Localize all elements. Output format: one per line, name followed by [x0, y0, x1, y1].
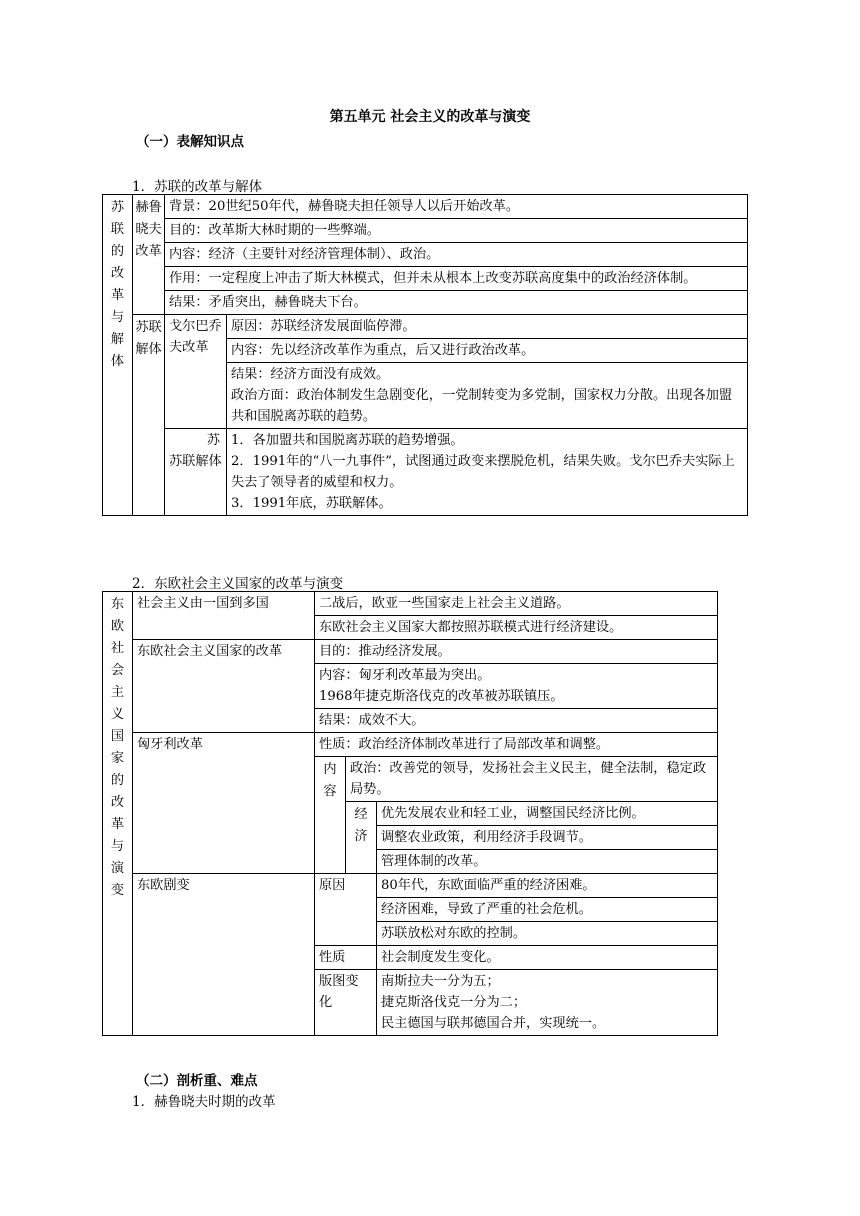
khrushchev-reform-label: 赫鲁晓夫改革	[133, 195, 165, 315]
economy-label: 经济	[346, 802, 377, 874]
table2-main-label: 东欧社会主义国家的改革与演变	[103, 592, 133, 1036]
text-line: 1．各加盟共和国脱离苏联的趋势增强。	[231, 433, 464, 448]
table-cell: 80年代，东欧面临严重的经济困难。	[377, 874, 718, 898]
table-cell	[227, 429, 748, 516]
section-heading-1: （一）表解知识点	[136, 134, 244, 150]
text-line: 政治方面：政治体制发生急剧变化，一党制转变为多党制，国家权力分散。出现各加盟共和国脱离苏联的趋势。	[231, 388, 733, 424]
hungary-reform-label: 匈牙利改革	[133, 733, 315, 874]
table-cell: 管理体制的改革。	[377, 850, 718, 874]
dissolution-prefix: 苏	[206, 433, 220, 448]
socialism-spread-label: 社会主义由一国到多国	[133, 592, 315, 640]
table-soviet-reform	[102, 194, 748, 516]
table-cell: 经济困难，导致了严重的社会危机。	[377, 898, 718, 922]
territory-change-label: 版图变化	[315, 970, 377, 1036]
text-line: 3．1991年底，苏联解体。	[231, 496, 392, 511]
table-cell	[227, 363, 748, 429]
text-line: 2．1991年的“八一九事件”，试图通过政变来摆脱危机，结果失败。戈尔巴乔夫实际上失去了领导者的威望和权力。	[231, 454, 735, 490]
page-title: 第五单元 社会主义的改革与演变	[329, 109, 531, 125]
table-cell: 社会制度发生变化。	[377, 946, 718, 970]
dissolution-label	[165, 429, 227, 516]
table-east-europe-reform	[102, 591, 718, 1036]
text-line: 内容：匈牙利改革最为突出。	[319, 668, 491, 683]
table-cell: 原因：苏联经济发展面临停滞。	[227, 315, 748, 339]
content-label: 内容	[315, 757, 346, 874]
east-europe-reform-label: 东欧社会主义国家的改革	[133, 640, 315, 733]
table-cell: 内容：先以经济改革作为重点，后又进行政治改革。	[227, 339, 748, 363]
table1-caption: 1．苏联的改革与解体	[132, 179, 263, 195]
table-cell: 优先发展农业和轻工业，调整国民经济比例。	[377, 802, 718, 826]
text-line: 1968年捷克斯洛伐克的改革被苏联镇压。	[319, 689, 564, 704]
table1-main-label: 苏联的改革与解体	[103, 195, 133, 516]
table-cell: 内容：经济（主要针对经济管理体制）、政治。	[165, 243, 748, 267]
text-line: 结果：经济方面没有成效。	[231, 367, 390, 382]
text-line: 民主德国与联邦德国合并，实现统一。	[381, 1016, 606, 1031]
table2-caption: 2．东欧社会主义国家的改革与演变	[132, 576, 344, 592]
table-cell: 二战后，欧亚一些国家走上社会主义道路。	[315, 592, 718, 616]
table-cell: 结果：矛盾突出，赫鲁晓夫下台。	[165, 291, 748, 315]
east-europe-upheaval-label: 东欧剧变	[133, 874, 315, 1036]
soviet-dissolution-label: 苏联解体	[133, 315, 165, 516]
nature-label: 性质	[315, 946, 377, 970]
table-cell: 结果：成效不大。	[315, 709, 718, 733]
table-cell: 苏联放松对东欧的控制。	[377, 922, 718, 946]
text-line: 南斯拉夫一分为五；	[381, 974, 500, 989]
gorbachev-reform-label: 戈尔巴乔夫改革	[165, 315, 227, 429]
table-cell: 性质：政治经济体制改革进行了局部改革和调整。	[315, 733, 718, 757]
text-line: 捷克斯洛伐克一分为二；	[381, 995, 527, 1010]
dissolution-text: 苏联解体	[169, 454, 222, 469]
table-cell: 目的：推动经济发展。	[315, 640, 718, 664]
table-cell	[315, 664, 718, 709]
table-cell: 政治：改善党的领导，发扬社会主义民主，健全法制，稳定政局势。	[346, 757, 718, 802]
table-cell: 调整农业政策，利用经济手段调节。	[377, 826, 718, 850]
table-cell: 背景：20世纪50年代，赫鲁晓夫担任领导人以后开始改革。	[165, 195, 748, 219]
section-heading-2: （二）剖析重、难点	[136, 1073, 258, 1089]
table-cell: 目的：改革斯大林时期的一些弊端。	[165, 219, 748, 243]
table-cell: 东欧社会主义国家大都按照苏联模式进行经济建设。	[315, 616, 718, 640]
cause-label: 原因	[315, 874, 377, 946]
table-cell: 作用：一定程度上冲击了斯大林模式，但并未从根本上改变苏联高度集中的政治经济体制。	[165, 267, 748, 291]
subheading-khrushchev: 1．赫鲁晓夫时期的改革	[132, 1094, 276, 1110]
table-cell	[377, 970, 718, 1036]
